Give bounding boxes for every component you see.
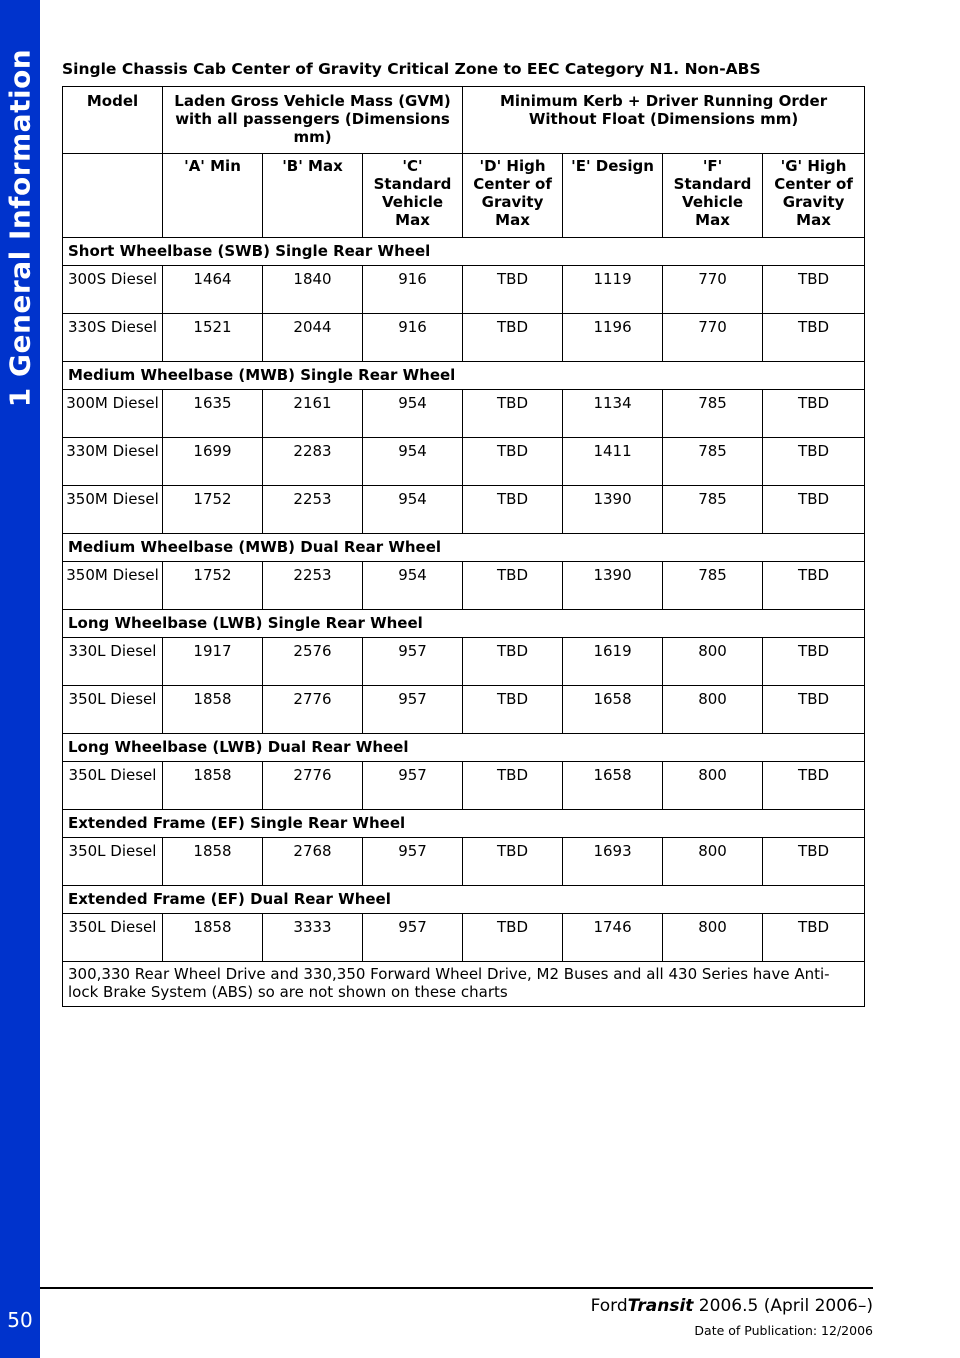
value-cell: 1134 <box>563 390 663 438</box>
note-row <box>63 962 865 1007</box>
value-cell: TBD <box>763 638 865 686</box>
value-cell: 1464 <box>163 266 263 314</box>
table-row <box>63 390 865 438</box>
model-cell: 350M Diesel <box>63 486 163 534</box>
column-header: 'E' Design <box>563 154 663 238</box>
value-cell: 1858 <box>163 762 263 810</box>
section-title: Long Wheelbase (LWB) Dual Rear Wheel <box>63 734 865 762</box>
value-cell: TBD <box>763 686 865 734</box>
model-cell: 300S Diesel <box>63 266 163 314</box>
value-cell: TBD <box>463 390 563 438</box>
value-cell: 2776 <box>263 762 363 810</box>
value-cell: 1635 <box>163 390 263 438</box>
value-cell: 800 <box>663 762 763 810</box>
model-cell: 330L Diesel <box>63 638 163 686</box>
value-cell: 957 <box>363 914 463 962</box>
value-cell: 2044 <box>263 314 363 362</box>
value-cell: 957 <box>363 838 463 886</box>
value-cell: 2161 <box>263 390 363 438</box>
value-cell: 1390 <box>563 486 663 534</box>
chapter-sidebar <box>0 0 40 1358</box>
value-cell: TBD <box>463 266 563 314</box>
section-title: Medium Wheelbase (MWB) Dual Rear Wheel <box>63 534 865 562</box>
column-header: 'A' Min <box>163 154 263 238</box>
table-row <box>63 486 865 534</box>
page-number: 50 <box>7 1308 33 1332</box>
header-laden-gvm: Laden Gross Vehicle Mass (GVM) with all passengers (Dimensions mm) <box>163 87 463 154</box>
footer-model <box>591 1296 873 1316</box>
value-cell: TBD <box>763 314 865 362</box>
section-title: Medium Wheelbase (MWB) Single Rear Wheel <box>63 362 865 390</box>
value-cell: TBD <box>463 914 563 962</box>
table-row <box>63 838 865 886</box>
footer-model-name: Transit <box>627 1296 694 1316</box>
value-cell: 1746 <box>563 914 663 962</box>
value-cell: 3333 <box>263 914 363 962</box>
value-cell: 954 <box>363 562 463 610</box>
value-cell: 1619 <box>563 638 663 686</box>
value-cell: TBD <box>763 762 865 810</box>
section-row <box>63 886 865 914</box>
section-row <box>63 810 865 838</box>
section-title: Long Wheelbase (LWB) Single Rear Wheel <box>63 610 865 638</box>
value-cell: 2253 <box>263 486 363 534</box>
section-row <box>63 362 865 390</box>
value-cell: TBD <box>463 486 563 534</box>
model-cell: 330S Diesel <box>63 314 163 362</box>
model-cell: 350M Diesel <box>63 562 163 610</box>
value-cell: 2576 <box>263 638 363 686</box>
value-cell: 785 <box>663 486 763 534</box>
footer-version: 2006.5 (April 2006–) <box>693 1296 873 1316</box>
header-blank <box>63 154 163 238</box>
column-header: 'G' High Center of Gravity Max <box>763 154 865 238</box>
value-cell: 1699 <box>163 438 263 486</box>
value-cell: 1840 <box>263 266 363 314</box>
value-cell: 1521 <box>163 314 263 362</box>
value-cell: 800 <box>663 838 763 886</box>
value-cell: TBD <box>763 390 865 438</box>
value-cell: TBD <box>463 838 563 886</box>
value-cell: 957 <box>363 686 463 734</box>
value-cell: 1858 <box>163 686 263 734</box>
section-title: Extended Frame (EF) Single Rear Wheel <box>63 810 865 838</box>
table-row <box>63 266 865 314</box>
table-row <box>63 914 865 962</box>
section-row <box>63 534 865 562</box>
model-cell: 350L Diesel <box>63 838 163 886</box>
column-header: 'D' High Center of Gravity Max <box>463 154 563 238</box>
table-row <box>63 562 865 610</box>
table-row <box>63 686 865 734</box>
value-cell: TBD <box>763 486 865 534</box>
chapter-label: 1 General Information <box>3 48 37 408</box>
value-cell: TBD <box>763 438 865 486</box>
value-cell: TBD <box>763 562 865 610</box>
section-title: Extended Frame (EF) Dual Rear Wheel <box>63 886 865 914</box>
value-cell: 916 <box>363 266 463 314</box>
section-row <box>63 610 865 638</box>
value-cell: 954 <box>363 486 463 534</box>
header-kerb: Minimum Kerb + Driver Running Order Without Float (Dimensions mm) <box>463 87 865 154</box>
publication-date: Date of Publication: 12/2006 <box>694 1323 873 1338</box>
model-cell: 350L Diesel <box>63 762 163 810</box>
table-row <box>63 762 865 810</box>
column-header: 'B' Max <box>263 154 363 238</box>
value-cell: 770 <box>663 314 763 362</box>
value-cell: 916 <box>363 314 463 362</box>
value-cell: 2776 <box>263 686 363 734</box>
value-cell: 2253 <box>263 562 363 610</box>
center-of-gravity-table <box>62 86 865 1007</box>
header-model: Model <box>63 87 163 154</box>
value-cell: TBD <box>763 838 865 886</box>
value-cell: TBD <box>463 562 563 610</box>
value-cell: 1752 <box>163 486 263 534</box>
value-cell: 1411 <box>563 438 663 486</box>
column-header: 'F' Standard Vehicle Max <box>663 154 763 238</box>
value-cell: TBD <box>463 686 563 734</box>
column-header: 'C' Standard Vehicle Max <box>363 154 463 238</box>
table-title: Single Chassis Cab Center of Gravity Critical Zone to EEC Category N1. Non-ABS <box>62 60 761 78</box>
value-cell: 954 <box>363 390 463 438</box>
value-cell: 1390 <box>563 562 663 610</box>
value-cell: 1119 <box>563 266 663 314</box>
value-cell: 1196 <box>563 314 663 362</box>
value-cell: 785 <box>663 562 763 610</box>
footer-divider <box>40 1287 873 1289</box>
table-row <box>63 438 865 486</box>
value-cell: 800 <box>663 686 763 734</box>
value-cell: 800 <box>663 914 763 962</box>
footnote: 300,330 Rear Wheel Drive and 330,350 Forward Wheel Drive, M2 Buses and all 430 Series have Anti-lock Brake System (ABS) so are not shown on these charts <box>63 962 865 1007</box>
table-row <box>63 638 865 686</box>
value-cell: 1658 <box>563 686 663 734</box>
model-cell: 300M Diesel <box>63 390 163 438</box>
value-cell: TBD <box>463 762 563 810</box>
value-cell: TBD <box>463 638 563 686</box>
section-row <box>63 734 865 762</box>
value-cell: 954 <box>363 438 463 486</box>
section-title: Short Wheelbase (SWB) Single Rear Wheel <box>63 238 865 266</box>
value-cell: 785 <box>663 390 763 438</box>
model-cell: 330M Diesel <box>63 438 163 486</box>
value-cell: TBD <box>763 914 865 962</box>
value-cell: 785 <box>663 438 763 486</box>
value-cell: 957 <box>363 638 463 686</box>
value-cell: TBD <box>763 266 865 314</box>
model-cell: 350L Diesel <box>63 686 163 734</box>
value-cell: 1858 <box>163 838 263 886</box>
value-cell: 770 <box>663 266 763 314</box>
value-cell: 1693 <box>563 838 663 886</box>
table-row <box>63 314 865 362</box>
model-cell: 350L Diesel <box>63 914 163 962</box>
value-cell: 957 <box>363 762 463 810</box>
section-row <box>63 238 865 266</box>
value-cell: 1752 <box>163 562 263 610</box>
footer-brand: Ford <box>590 1296 628 1316</box>
value-cell: 1658 <box>563 762 663 810</box>
value-cell: 2283 <box>263 438 363 486</box>
value-cell: TBD <box>463 314 563 362</box>
value-cell: 1917 <box>163 638 263 686</box>
value-cell: 1858 <box>163 914 263 962</box>
value-cell: 2768 <box>263 838 363 886</box>
value-cell: TBD <box>463 438 563 486</box>
value-cell: 800 <box>663 638 763 686</box>
